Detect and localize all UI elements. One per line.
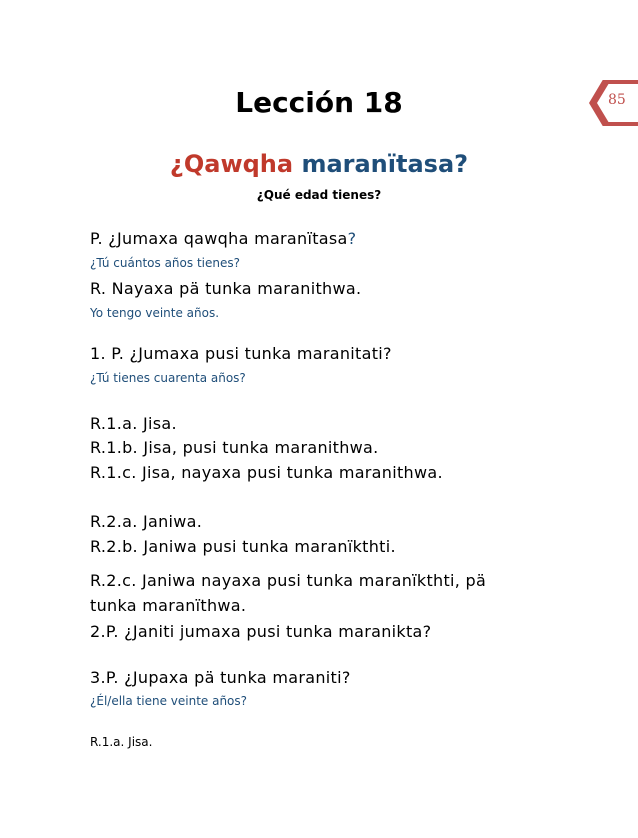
- dialogue-line: [90, 229, 356, 248]
- dialogue-line: 3.P. ¿Jupaxa pä tunka maraniti?: [90, 668, 351, 687]
- lesson-subtitle: [0, 150, 638, 178]
- dialogue-translation: Yo tengo veinte años.: [90, 306, 220, 320]
- dialogue-line: 2.P. ¿Janiti jumaxa pusi tunka maranikta?: [90, 622, 432, 641]
- dialogue-line: R.2.b. Janiwa pusi tunka maranïkthti.: [90, 537, 396, 556]
- question-mark: ?: [347, 229, 357, 248]
- subtitle-translation: ¿Qué edad tienes?: [256, 188, 382, 202]
- dialogue-line-text: P. ¿Jumaxa qawqha maranïtasa: [90, 229, 348, 248]
- dialogue-line: R.1.b. Jisa, pusi tunka maranithwa.: [90, 438, 379, 457]
- dialogue-line: R.1.a. Jisa.: [90, 414, 177, 433]
- dialogue-line: 1. P. ¿Jumaxa pusi tunka maranitati?: [90, 344, 392, 363]
- dialogue-translation: ¿Él/ella tiene veinte años?: [90, 694, 248, 708]
- dialogue-line: R. Nayaxa pä tunka maranithwa.: [90, 279, 362, 298]
- dialogue-translation: ¿Tú tienes cuarenta años?: [90, 371, 246, 385]
- subtitle-part-2: maranïtasa?: [301, 150, 469, 178]
- dialogue-line: R.2.a. Janiwa.: [90, 512, 203, 531]
- subtitle-part-1: ¿Qawqha: [169, 150, 294, 178]
- dialogue-line: R.1.a. Jisa.: [90, 735, 153, 749]
- dialogue-line: R.1.c. Jisa, nayaxa pusi tunka maranithwa.: [90, 463, 443, 482]
- dialogue-line: R.2.c. Janiwa nayaxa pusi tunka maranïkthti, pä: [90, 571, 487, 590]
- page-title: Lección 18: [235, 86, 403, 119]
- dialogue-translation: ¿Tú cuántos años tienes?: [90, 256, 240, 270]
- dialogue-line: tunka maranïthwa.: [90, 596, 247, 615]
- page-number: 85: [608, 92, 626, 108]
